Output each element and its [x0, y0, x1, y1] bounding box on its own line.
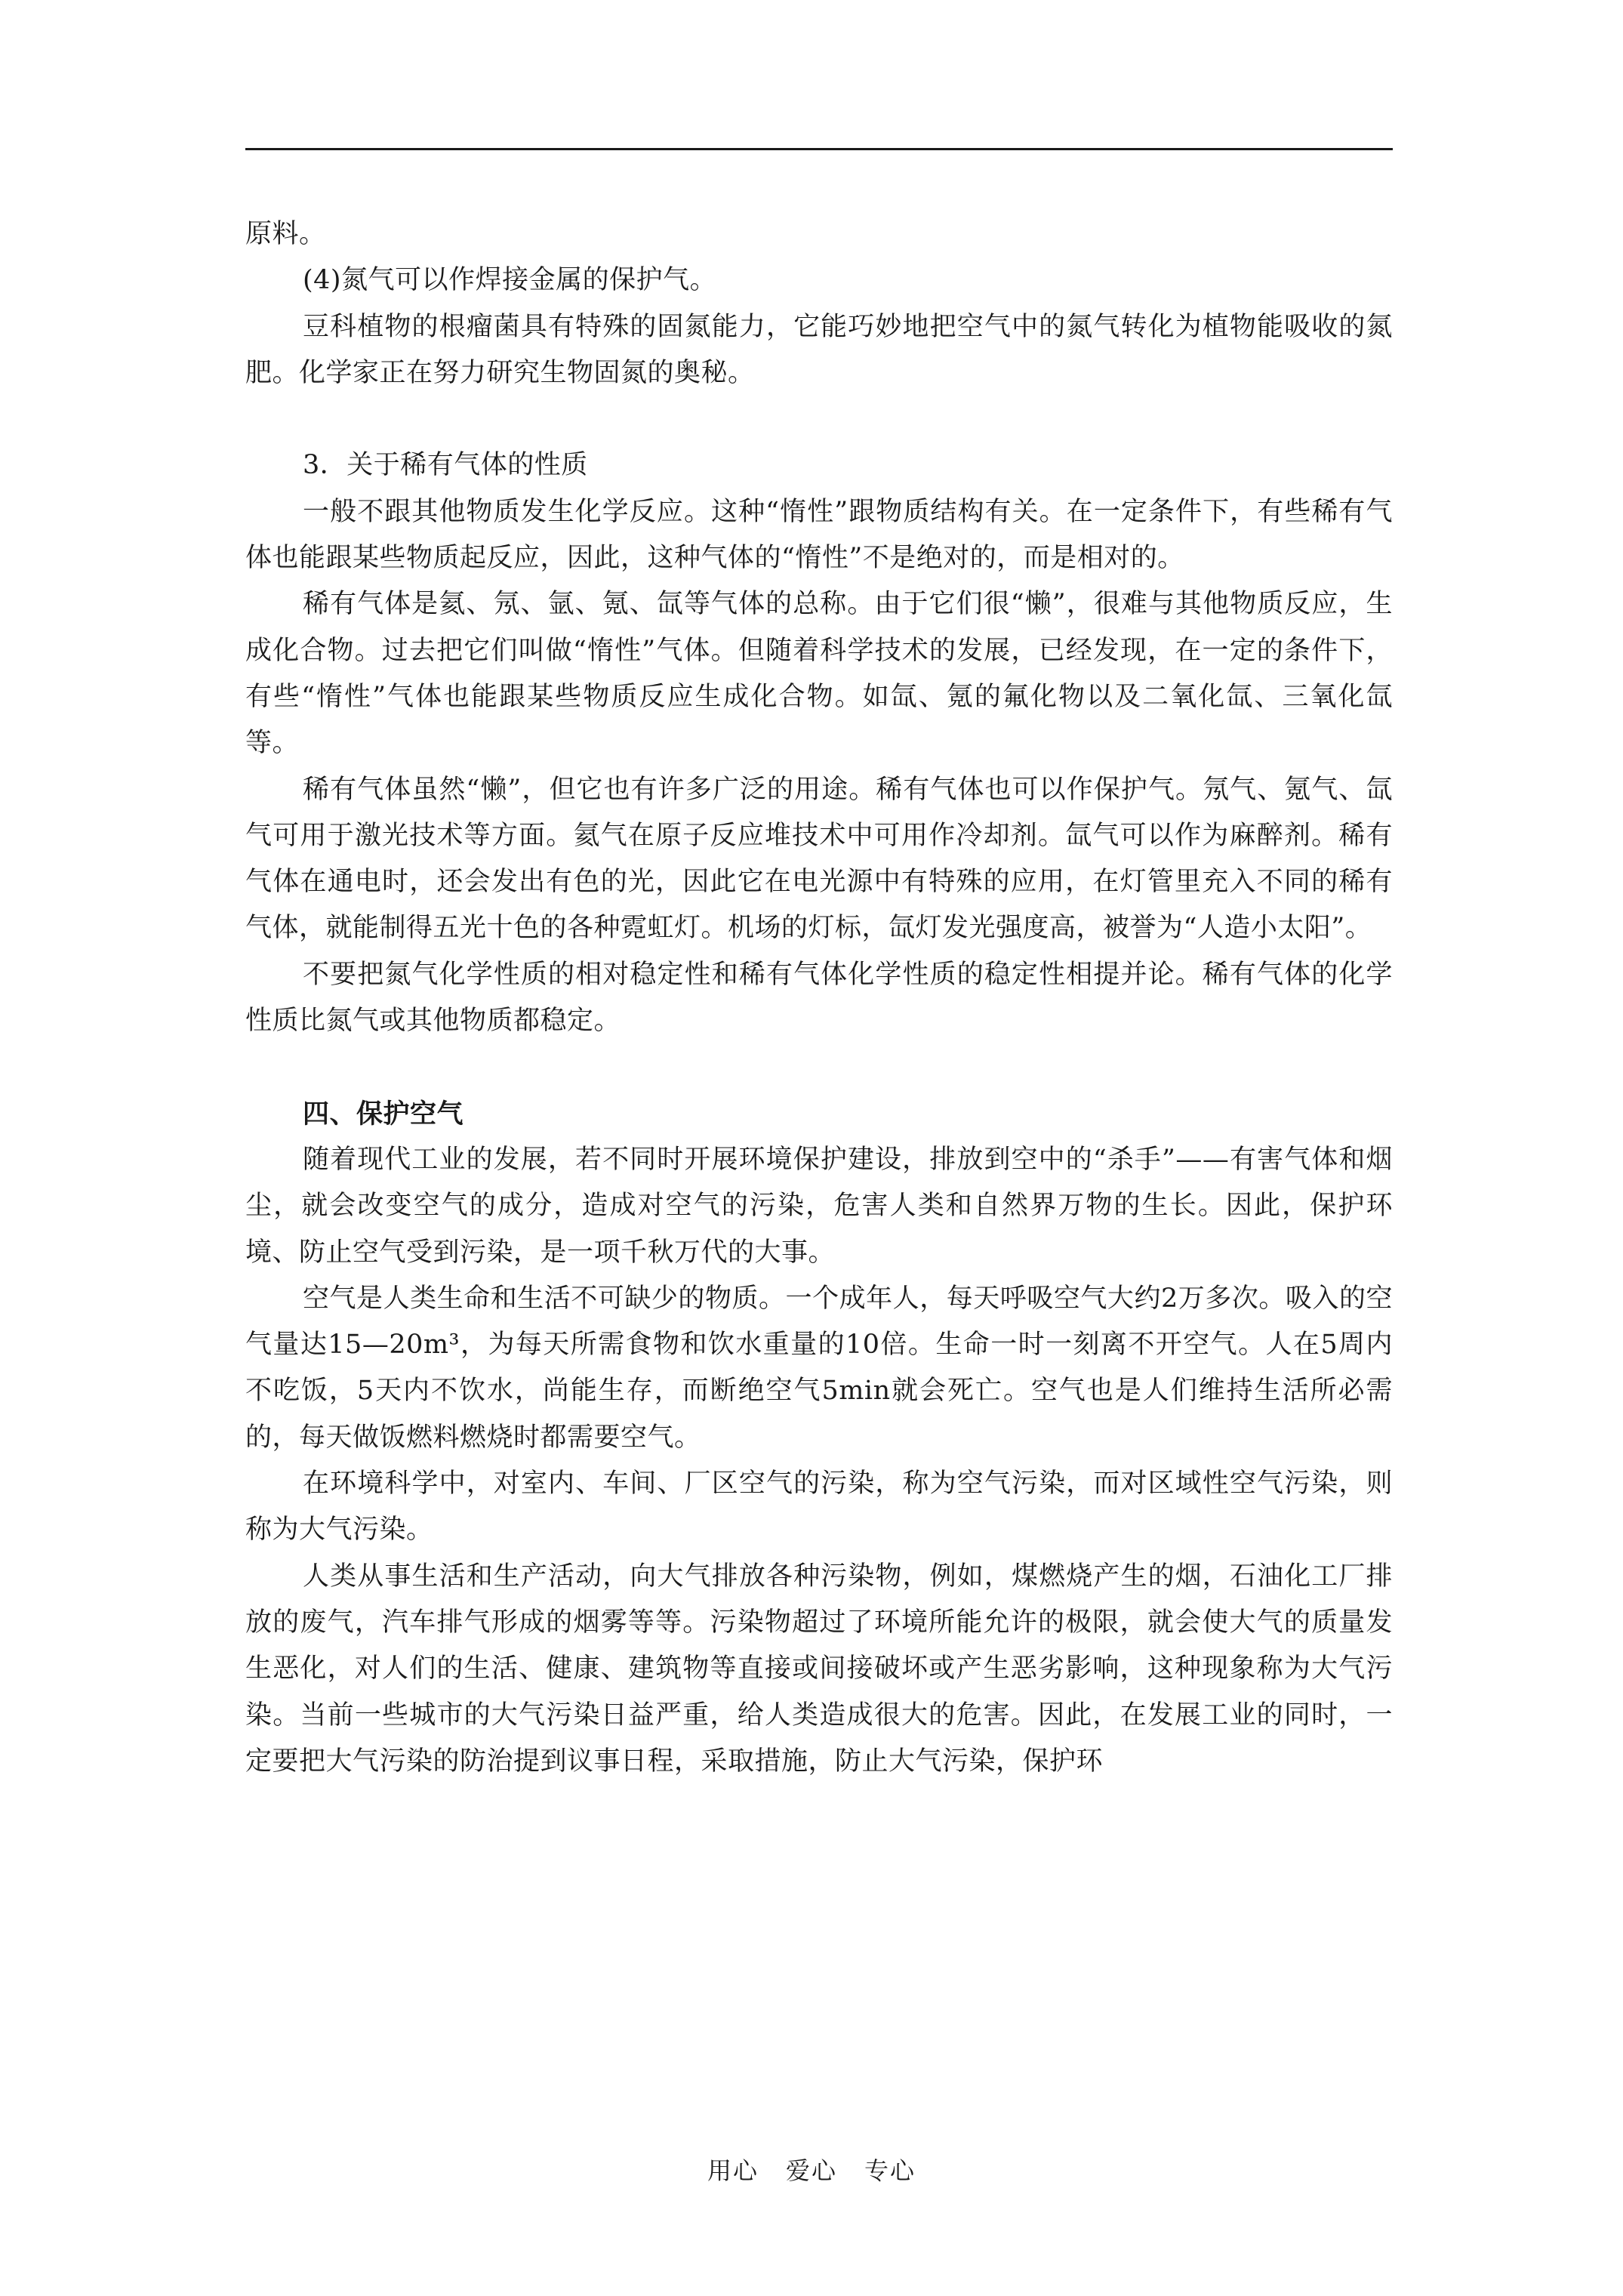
- paragraph-nitrogen-welding: (4)氮气可以作焊接金属的保护气。: [303, 265, 717, 296]
- paragraph-nitrogen-fixation: 豆科植物的根瘤菌具有特殊的固氮能力，它能巧妙地把空气中的氮气转化为植物能吸收的氮肥。化学家正在努力研究生物固氮的奥秘。: [245, 311, 1393, 388]
- paragraph-continuation: 原料。: [245, 219, 326, 249]
- paragraph-stability-comparison: 不要把氮气化学性质的相对稳定性和稀有气体化学性质的稳定性相提并论。稀有气体的化学性质比氮气或其他物质都稳定。: [245, 959, 1393, 1037]
- paragraph-air-necessity: 空气是人类生命和生活不可缺少的物质。一个成年人，每天呼吸空气大约2万多次。吸入的空气量达15—20m³，为每天所需食物和饮水重量的10倍。生命一时一刻离不开空气。人在5周内不吃饭，5天内不饮水，尚能生存，而断绝空气5min就会死亡。空气也是人们维持生活所必需的，每天做饭燃料燃烧时都需要空气。: [245, 1283, 1393, 1453]
- footer-text-2: 爱心: [785, 2156, 837, 2185]
- header-rule: [245, 148, 1393, 150]
- paragraph-industrial-pollution: 随着现代工业的发展，若不同时开展环境保护建设，排放到空中的“杀手”——有害气体和烟尘，就会改变空气的成分，造成对空气的污染，危害人类和自然界万物的生长。因此，保护环境、防止空气受到污染，是一项千秋万代的大事。: [245, 1144, 1393, 1268]
- paragraph-noble-gas-uses: 稀有气体虽然“懒”，但它也有许多广泛的用途。稀有气体也可以作保护气。氖气、氪气、氙气可用于激光技术等方面。氦气在原子反应堆技术中可用作冷却剂。氙气可以作为麻醉剂。稀有气体在通电时，还会发出有色的光，因此它在电光源中有特殊的应用，在灯管里充入不同的稀有气体，就能制得五光十色的各种霓虹灯。机场的灯标，氙灯发光强度高，被誉为“人造小太阳”。: [245, 774, 1393, 944]
- footer-text-3: 专心: [864, 2156, 916, 2185]
- section-gap: [245, 1044, 1393, 1090]
- paragraph-noble-gas-definition: 稀有气体是氦、氖、氩、氪、氙等气体的总称。由于它们很“懒”，很难与其他物质反应，生成化合物。过去把它们叫做“惰性”气体。但随着科学技术的发展，已经发现，在一定的条件下，有些“惰性”气体也能跟某些物质反应生成化合物。如氙、氪的氟化物以及二氧化氙、三氧化氙等。: [245, 589, 1393, 759]
- document-body: [245, 211, 1393, 1785]
- section-heading-noble-gas: 3．关于稀有气体的性质: [303, 450, 588, 481]
- paragraph-inertness: 一般不跟其他物质发生化学反应。这种“惰性”跟物质结构有关。在一定条件下，有些稀有气体也能跟某些物质起反应，因此，这种气体的“惰性”不是绝对的，而是相对的。: [245, 496, 1393, 574]
- section-gap: [245, 396, 1393, 442]
- page-footer: [0, 2152, 1623, 2187]
- footer-text-1: 用心: [707, 2156, 759, 2185]
- section-heading-protect-air: 四、保护空气: [303, 1098, 464, 1130]
- paragraph-pollution-definition: 在环境科学中，对室内、车间、厂区空气的污染，称为空气污染，而对区域性空气污染，则称为大气污染。: [245, 1469, 1393, 1546]
- paragraph-atmospheric-pollution: 人类从事生活和生产活动，向大气排放各种污染物，例如，煤燃烧产生的烟，石油化工厂排放的废气，汽车排气形成的烟雾等等。污染物超过了环境所能允许的极限，就会使大气的质量发生恶化，对人们的生活、健康、建筑物等直接或间接破坏或产生恶劣影响，这种现象称为大气污染。当前一些城市的大气污染日益严重，给人类造成很大的危害。因此，在发展工业的同时，一定要把大气污染的防治提到议事日程，采取措施，防止大气污染，保护环: [245, 1561, 1393, 1777]
